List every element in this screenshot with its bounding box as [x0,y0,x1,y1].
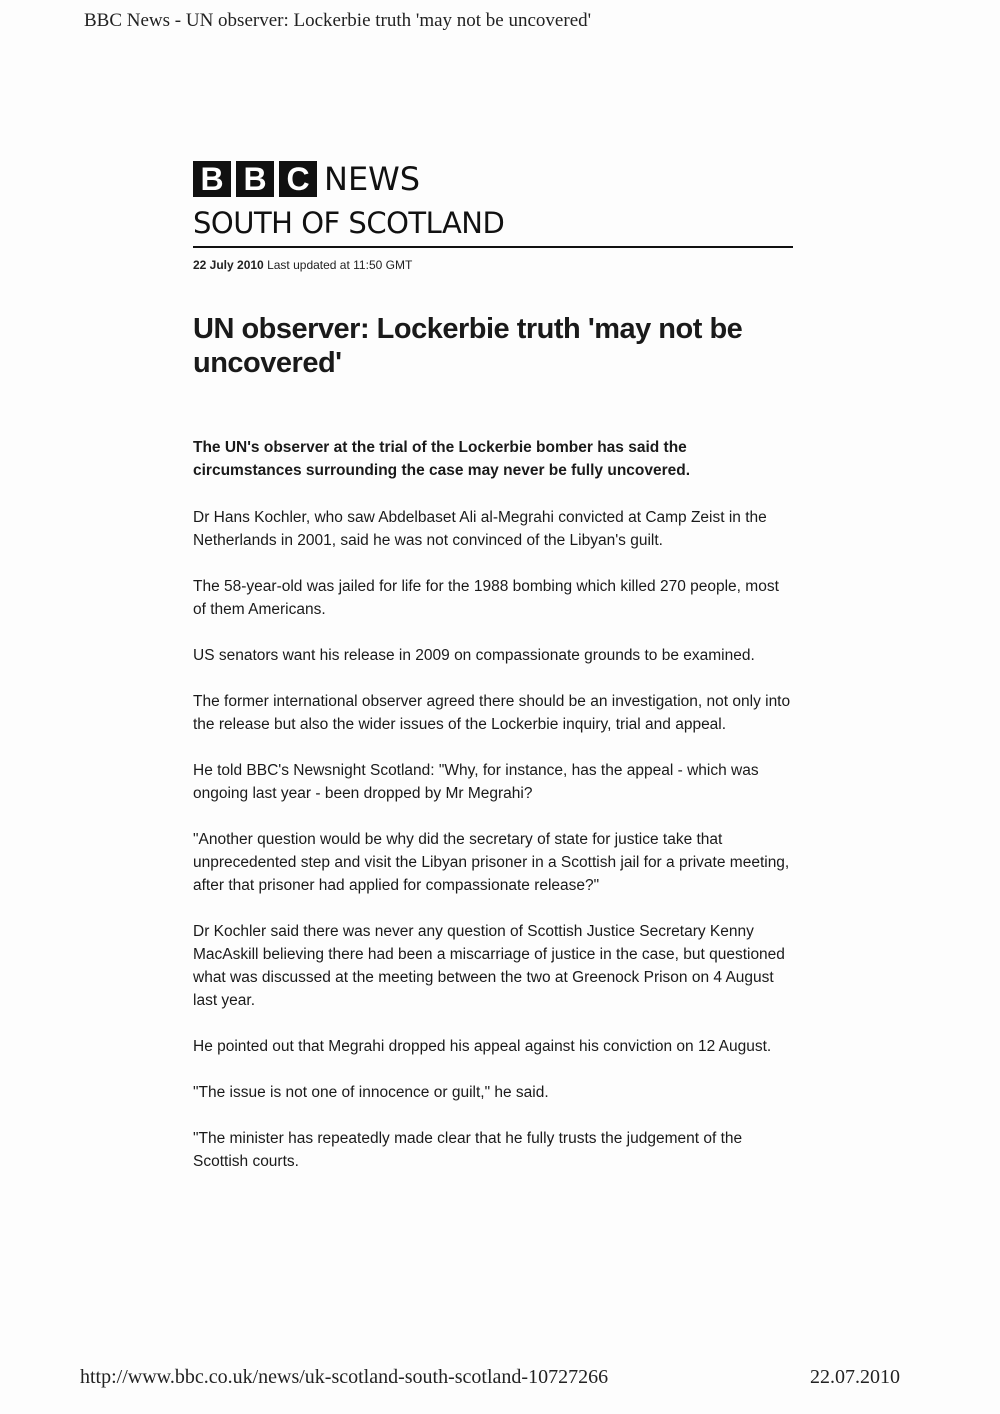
article-body [193,312,793,1196]
article-paragraph-5: He told BBC's Newsnight Scotland: "Why, for instance, has the appeal - which was ongoing last year - been dropped by Mr Megrahi? [193,762,759,802]
region-title[interactable]: SOUTH OF SCOTLAND [193,206,505,240]
masthead-divider [193,246,793,248]
article-paragraph-7: Dr Kochler said there was never any question of Scottish Justice Secretary Kenny MacAskill believing there had been a miscarriage of justice in the case, but questioned what was discussed at the meeting between the two at Greenock Prison on 4 August last year. [193,923,785,1009]
article-intro: The UN's observer at the trial of the Lockerbie bomber has said the circumstances surrounding the case may never be fully uncovered. [193,439,691,479]
article-paragraph-6: "Another question would be why did the secretary of state for justice take that unprecedented step and visit the Libyan prisoner in a Scottish jail for a private meeting, after that prisoner had applied for compassionate release?" [193,831,790,894]
article-paragraph-10: "The minister has repeatedly made clear that he fully trusts the judgement of the Scottish courts. [193,1130,743,1170]
article-headline: UN observer: Lockerbie truth 'may not be uncovered' [193,313,743,379]
article-paragraph-4: The former international observer agreed there should be an investigation, not only into the release but also the wider issues of the Lockerbie inquiry, trial and appeal. [193,693,791,733]
article-paragraph-2: The 58-year-old was jailed for life for the 1988 bombing which killed 270 people, most of them Americans. [193,578,779,618]
dateline [193,258,793,272]
logo-letter-c: C [279,161,317,197]
article-paragraph-3: US senators want his release in 2009 on compassionate grounds to be examined. [193,647,755,664]
logo-news-word: NEWS [324,160,421,198]
article-paragraph-9: "The issue is not one of innocence or guilt," he said. [193,1084,549,1101]
publish-date: 22 July 2010 [193,258,264,272]
logo-letter-b2: B [236,161,274,197]
article-paragraph-1: Dr Hans Kochler, who saw Abdelbaset Ali al-Megrahi convicted at Camp Zeist in the Netherlands in 2001, said he was not convinced of the Libyan's guilt. [193,509,767,549]
last-updated: Last updated at 11:50 GMT [267,258,413,272]
logo-letter-b1: B [193,161,231,197]
article-paragraph-8: He pointed out that Megrahi dropped his appeal against his conviction on 12 August. [193,1038,772,1055]
masthead [193,160,793,272]
print-page-title: BBC News - UN observer: Lockerbie truth 'may not be uncovered' [84,10,592,31]
bbc-news-logo[interactable] [193,160,793,198]
print-footer-url[interactable]: http://www.bbc.co.uk/news/uk-scotland-south-scotland-10727266 [80,1366,609,1388]
print-footer-date: 22.07.2010 [810,1366,900,1388]
